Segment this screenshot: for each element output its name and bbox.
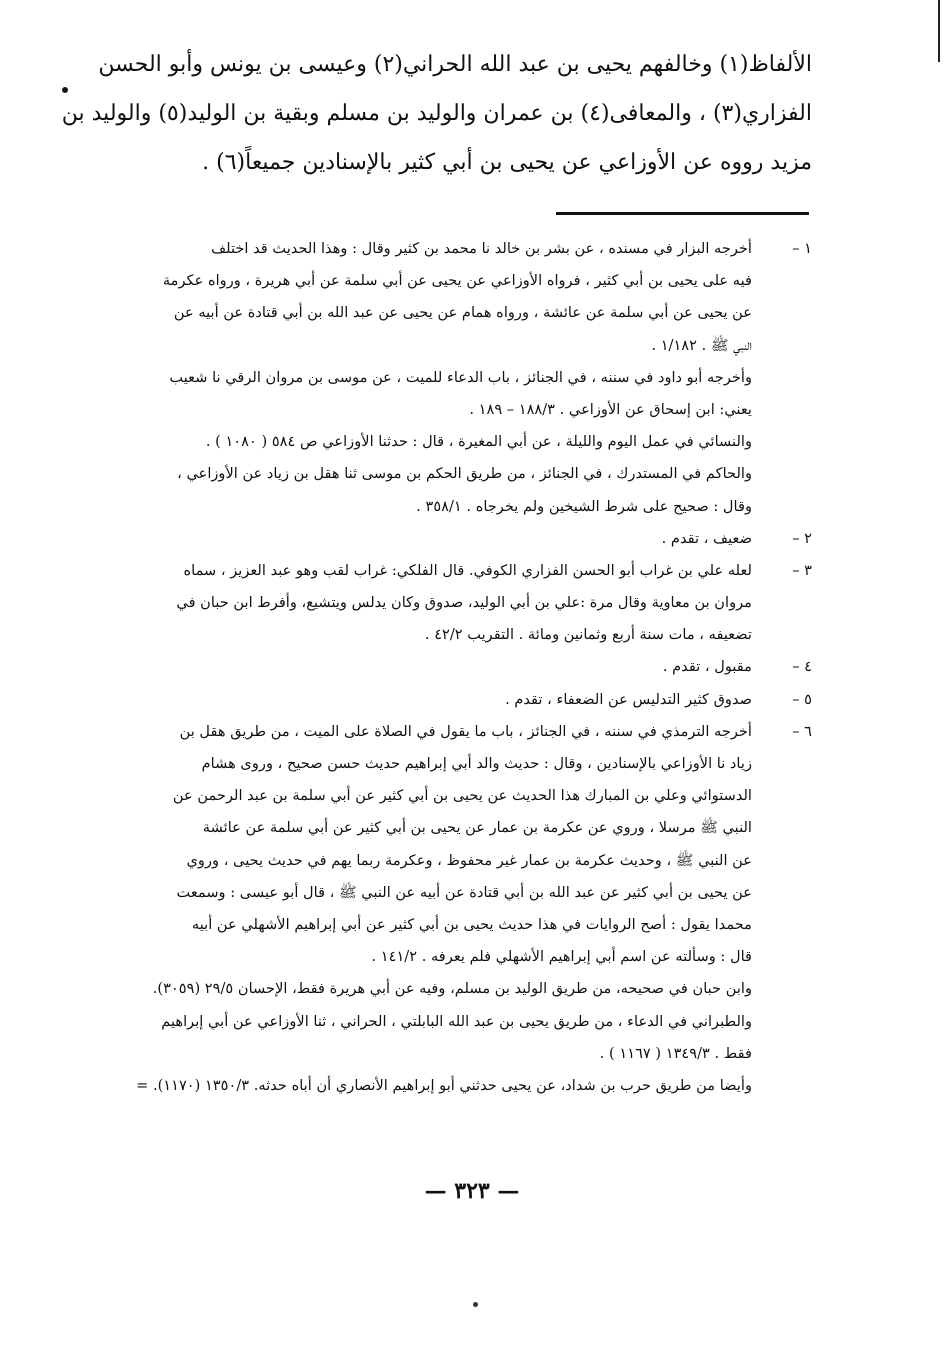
main-text-line: الألفاظ(١) وخالفهم يحيى بن عبد الله الحراني(٢) وعيسى بن يونس وأبو الحسن	[98, 52, 812, 77]
footnote-line: مروان بن معاوية وقال مرة :علي بن أبي الوليد، صدوق وكان يدلس ويتشيع، وأفرط ابن حبان في	[176, 594, 752, 612]
footnote-line: فقط . ١٣٤٩/٣ ( ١١٦٧ ) .	[599, 1044, 752, 1062]
page-edge-mark	[938, 0, 940, 62]
footnote-line: فيه على يحيى بن أبي كثير ، فرواه الأوزاعي عن يحيى عن أبي سلمة عن أبي هريرة ، ورواه عكرمة	[162, 272, 752, 290]
footnote-line: صدوق كثير التدليس عن الضعفاء ، تقدم .	[505, 690, 752, 708]
footnote-line: مقبول ، تقدم .	[662, 658, 752, 676]
footnote-line: عن يحيى عن أبي سلمة عن عائشة ، ورواه همام عن يحيى عن عبد الله بن أبي قتادة عن أبيه عن	[173, 304, 752, 322]
main-text-line: مزيد رووه عن الأوزاعي عن يحيى بن أبي كثير بالإسنادين جميعاً(٦) .	[202, 150, 812, 175]
footnote-line: أخرجه الترمذي في سننه ، في الجنائز ، باب ما يقول في الصلاة على الميت ، من طريق هقل بن	[179, 722, 752, 740]
footnote-line: وابن حبان في صحيحه، من طريق الوليد بن مسلم، وفيه عن أبي هريرة فقط، الإحسان ٢٩/٥ (٣٠٥٩).	[152, 980, 752, 998]
footnote-line: عن النبي ﷺ ، وحديث عكرمة بن عمار غير محفوظ ، وعكرمة ربما يهم في حديث يحيى ، وروي	[186, 851, 752, 869]
footnote-line: وقال : صحيح على شرط الشيخين ولم يخرجاه . ٣٥٨/١ .	[416, 497, 752, 515]
footnote-line: وأخرجه أبو داود في سننه ، في الجنائز ، باب الدعاء للميت ، عن موسى بن مروان الرقي نا شعيب	[169, 368, 752, 386]
footnote-line: والحاكم في المستدرك ، في الجنائز ، من طريق الحكم بن موسى ثنا هقل بن زياد عن الأوزاعي ،	[177, 465, 752, 483]
main-text	[61, 40, 812, 187]
footnotes	[118, 233, 812, 1102]
footnote-line: الدستوائي وعلي بن المبارك هذا الحديث عن يحيى بن أبي كثير عن أبي سلمة بن عبد الرحمن عن	[172, 787, 752, 805]
bottom-dot	[473, 1302, 478, 1307]
footnote-separator	[556, 212, 809, 215]
footnote-number: ٥ –	[792, 690, 812, 708]
footnote-5	[118, 684, 812, 716]
footnote-2	[118, 523, 812, 555]
footnote-line: لعله علي بن غراب أبو الحسن الفزاري الكوفي. قال الفلكي: غراب لقب وهو عبد العزيز ، سماه	[183, 561, 752, 579]
footnote-6	[118, 716, 812, 1102]
footnote-3	[118, 555, 812, 652]
footnote-number: ٦ –	[792, 722, 812, 740]
footnote-line: النبي ﷺ . ١/١٨٢ .	[651, 336, 752, 354]
footnote-line: زياد نا الأوزاعي بالإسنادين ، وقال : حديث والد أبي إبراهيم حديث حسن صحيح ، وروى هشام	[201, 755, 752, 772]
footnote-line: وأيضا من طريق حرب بن شداد، عن يحيى حدثني أبو إبراهيم الأنصاري أن أباه حدثه. ١٣٥٠/٣ (١١٧٠). =	[136, 1076, 752, 1094]
footnote-line: والطبراني في الدعاء ، من طريق يحيى بن عبد الله البابلتي ، الحراني ، ثنا الأوزاعي عن أبي إبراهيم	[161, 1012, 752, 1030]
footnote-line: أخرجه البزار في مسنده ، عن بشر بن خالد نا محمد بن كثير وقال : وهذا الحديث قد اختلف	[211, 240, 752, 257]
footnote-number: ٢ –	[792, 529, 812, 547]
footnote-line: تضعيفه ، مات سنة أربع وثمانين ومائة . التقريب ٤٢/٢ .	[424, 626, 752, 644]
page-number: — ٣٢٣ —	[424, 1178, 520, 1204]
footnote-1	[118, 233, 812, 523]
footnote-line: عن يحيى بن أبي كثير عن عبد الله بن أبي قتادة عن أبيه عن النبي ﷺ ، قال أبو عيسى : وسمعت	[176, 883, 752, 901]
footnote-line: ضعيف ، تقدم .	[661, 529, 752, 547]
footnote-line: يعني: ابن إسحاق عن الأوزاعي . ١٨٨/٣ – ١٨٩ .	[469, 400, 752, 418]
footnote-line: محمدا يقول : أصح الروايات في هذا حديث يحيى بن أبي كثير عن أبي إبراهيم الأشهلي عن أبيه	[191, 915, 752, 933]
footnote-number: ١ –	[792, 240, 812, 257]
main-text-line: الفزاري(٣) ، والمعافى(٤) بن عمران والوليد بن مسلم وبقية بن الوليد(٥) والوليد بن	[61, 101, 812, 126]
footnote-number: ٣ –	[792, 561, 812, 579]
footnote-line: والنسائي في عمل اليوم والليلة ، عن أبي المغيرة ، قال : حدثنا الأوزاعي ص ٥٨٤ ( ١٠٨٠ ) .	[205, 433, 752, 451]
footnote-number: ٤ –	[792, 658, 812, 676]
footnote-4	[118, 651, 812, 683]
footnote-line: النبي ﷺ مرسلا ، وروي عن عكرمة بن عمار عن يحيى بن أبي كثير عن أبي سلمة عن عائشة	[202, 819, 752, 837]
footnote-line: قال : وسألته عن اسم أبي إبراهيم الأشهلي فلم يعرفه . ١٤١/٢ .	[371, 948, 752, 966]
